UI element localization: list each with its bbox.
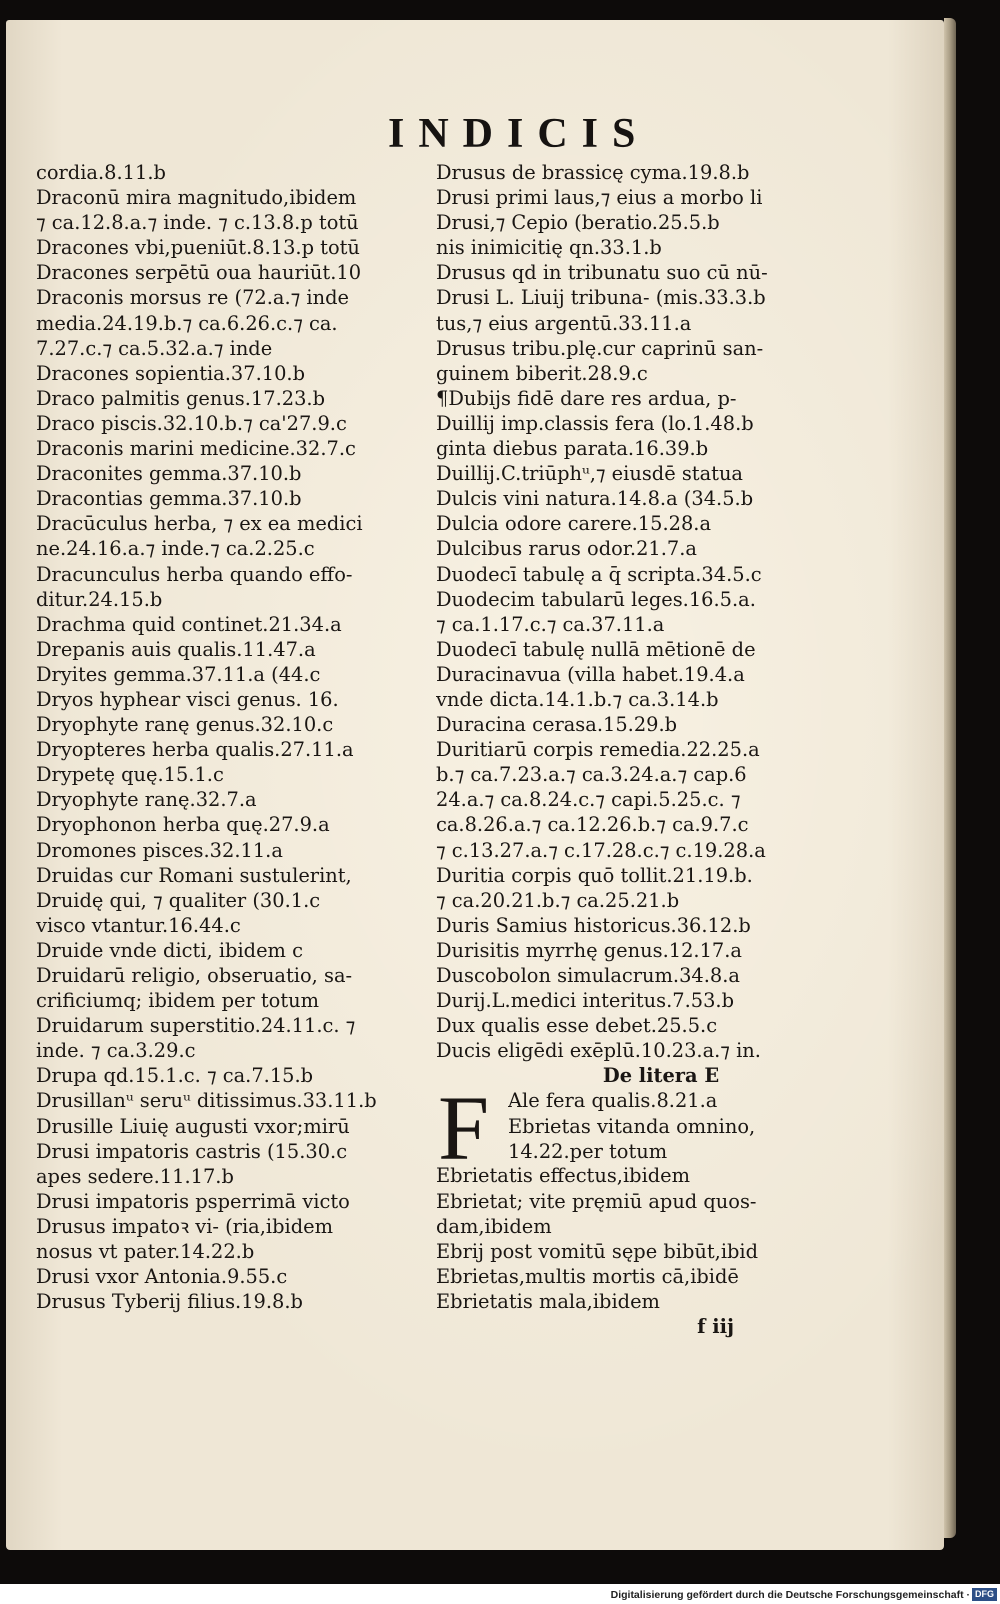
- index-entry: Druidarū religio, obseruatio, sa-: [36, 964, 353, 987]
- index-entry: visco vtantur.16.44.c: [36, 913, 241, 937]
- index-entry: ⁊ ca.12.8.a.⁊ inde. ⁊ c.13.8.p totū: [36, 211, 359, 235]
- index-entry: Drusi impatoris psperrimā victo: [36, 1189, 350, 1213]
- index-entry: Drusille Liuię augusti vxor;mirū: [36, 1114, 350, 1138]
- left-index-column: [36, 160, 434, 1314]
- index-entry: Druidas cur Romani sustulerint,: [36, 863, 352, 887]
- index-entry: Druidę qui, ⁊ qualiter (30.1.c: [36, 888, 321, 912]
- index-entry: Ebrietatis mala,ibidem: [436, 1289, 660, 1313]
- index-entry: ditur.24.15.b: [36, 587, 163, 611]
- index-entry: Drepanis auis qualis.11.47.a: [36, 637, 316, 661]
- drop-initial: F: [438, 1077, 490, 1180]
- index-entry: Dromones pisces.32.11.a: [36, 838, 283, 862]
- index-entry: Drusus qd in tribunatu suo cū nū-: [436, 261, 768, 285]
- index-entry: Dulcis vini natura.14.8.a (34.5.b: [436, 487, 754, 511]
- index-entry: Drusus de brassicę cyma.19.8.b: [436, 161, 750, 184]
- index-entry: guinem biberit.28.9.c: [436, 361, 648, 385]
- index-entry: nosus vt pater.14.22.b: [36, 1240, 255, 1264]
- section-heading: De litera E: [602, 1064, 720, 1088]
- index-entry: Dryophonon herba quę.27.9.a: [36, 813, 330, 837]
- index-entry: Drusus Tyberij filius.19.8.b: [36, 1290, 303, 1314]
- index-entry: dam,ibidem: [436, 1214, 552, 1238]
- index-entry: Ebrietas,multis mortis cā,ibidē: [436, 1264, 739, 1288]
- index-entry: Dux qualis esse debet.25.5.c: [436, 1014, 718, 1038]
- index-entry: ginta diebus parata.16.39.b: [436, 437, 709, 461]
- page-fore-edge: [944, 18, 956, 1538]
- index-entry: vnde dicta.14.1.b.⁊ ca.3.14.b: [436, 687, 719, 711]
- index-entry: Duracinavua (villa habet.19.4.a: [436, 662, 745, 686]
- index-entry: Dryopteres herba qualis.27.11.a: [36, 738, 354, 762]
- index-entry: Dracūculus herba, ⁊ ex ea medici: [36, 512, 363, 536]
- right-index-column: [436, 160, 846, 1339]
- index-entry: Dryophyte ranę.32.7.a: [36, 788, 257, 812]
- index-entry: Duscobolon simulacrum.34.8.a: [436, 964, 740, 987]
- index-entry: Draco palmitis genus.17.23.b: [36, 386, 326, 410]
- running-title: INDICIS: [388, 111, 650, 157]
- index-entry: cordia.8.11.b: [36, 161, 166, 184]
- index-entry: Drusi primi laus,⁊ eius a morbo li: [436, 186, 763, 210]
- index-entry: Druide vnde dicti, ibidem c: [36, 938, 303, 962]
- index-entry: Duodecim tabularū leges.16.5.a.: [436, 587, 756, 611]
- signature-mark: f iij: [697, 1315, 734, 1339]
- index-entry: inde. ⁊ ca.3.29.c: [36, 1039, 196, 1063]
- index-entry: Dryos hyphear visci genus. 16.: [36, 687, 339, 711]
- index-entry: Drupa qd.15.1.c. ⁊ ca.7.15.b: [36, 1064, 314, 1088]
- index-entry: 14.22.per totum: [508, 1139, 668, 1163]
- index-entry: Drusi vxor Antonia.9.55.c: [36, 1265, 288, 1289]
- index-entry: Duracina cerasa.15.29.b: [436, 713, 678, 737]
- index-entry: Ale fera qualis.8.21.a: [508, 1089, 718, 1113]
- index-entry: Dracones serpētū oua hauriūt.10: [36, 261, 362, 285]
- footer-bar: [0, 1584, 1000, 1604]
- index-entry: Durisitis myrrhę genus.12.17.a: [436, 938, 742, 962]
- book-page: [6, 20, 944, 1550]
- index-entry: Druidarum superstitio.24.11.c. ⁊: [36, 1014, 356, 1038]
- section-entries: [436, 1163, 846, 1314]
- index-entry: apes sedere.11.17.b: [36, 1164, 234, 1188]
- index-entry: Duillij imp.classis fera (lo.1.48.b: [436, 411, 754, 435]
- initial-lines: [508, 1088, 755, 1163]
- index-entry: Ducis eligēdi exēplū.10.23.a.⁊ in.: [436, 1039, 761, 1063]
- index-entry: Dracones vbi,pueniūt.8.13.p totū: [36, 236, 360, 260]
- funding-credit: Digitalisierung gefördert durch die Deutsche Forschungsgemeinschaft ·: [610, 1589, 970, 1601]
- index-entry: 24.a.⁊ ca.8.24.c.⁊ capi.5.25.c. ⁊: [436, 788, 741, 812]
- index-entry: Duodecī tabulę nullā mētionē de: [436, 637, 756, 661]
- index-entry: Duodecī tabulę a q̄ scripta.34.5.c: [436, 562, 762, 586]
- index-entry: Drusillanᵘ seruᵘ ditissimus.33.11.b: [36, 1089, 377, 1113]
- index-entry: media.24.19.b.⁊ ca.6.26.c.⁊ ca.: [36, 311, 338, 335]
- index-entry: Dryophyte ranę genus.32.10.c: [36, 713, 334, 737]
- index-entry: Duritia corpis quō tollit.21.19.b.: [436, 863, 753, 887]
- index-entry: Drusi impatoris castris (15.30.c: [36, 1139, 348, 1163]
- index-entry: ne.24.16.a.⁊ inde.⁊ ca.2.25.c: [36, 537, 315, 561]
- index-entry: Dulcia odore carere.15.28.a: [436, 512, 712, 536]
- index-entry: Draconis morsus re (72.a.⁊ inde: [36, 286, 350, 310]
- dfg-logo: DFG: [972, 1588, 997, 1601]
- index-entry: b.⁊ ca.7.23.a.⁊ ca.3.24.a.⁊ cap.6: [436, 763, 747, 787]
- index-entry: Duritiarū corpis remedia.22.25.a: [436, 738, 760, 762]
- index-entry: Ebrij post vomitū sępe bibūt,ibid: [436, 1239, 759, 1263]
- index-entry: nis inimicitię qn.33.1.b: [436, 236, 662, 260]
- index-entry: Draconites gemma.37.10.b: [36, 462, 302, 486]
- index-entry: Dulcibus rarus odor.21.7.a: [436, 537, 697, 561]
- index-entry: ¶Dubijs fidē dare res ardua, p-: [436, 386, 737, 410]
- index-entry: Drusi,⁊ Cepio (beratio.25.5.b: [436, 211, 720, 235]
- index-entry: Dracones sopientia.37.10.b: [36, 361, 305, 385]
- index-entry: Dracontias gemma.37.10.b: [36, 487, 302, 511]
- index-entry: Drachma quid continet.21.34.a: [36, 612, 342, 636]
- index-entry: Ebrietatis effectus,ibidem: [436, 1164, 691, 1188]
- index-entry: ca.8.26.a.⁊ ca.12.26.b.⁊ ca.9.7.c: [436, 813, 749, 837]
- index-entry: Ebrietas vitanda omnino,: [508, 1114, 756, 1138]
- index-entry: Drusus tribu.plę.cur caprinū san-: [436, 336, 764, 360]
- index-entry: Durij.L.medici interitus.7.53.b: [436, 989, 734, 1013]
- index-entry: Duillij.C.triūphᵘ,⁊ eiusdē statua: [436, 462, 743, 486]
- index-entry: Dryites gemma.37.11.a (44.c: [36, 662, 321, 686]
- index-entry: tus,⁊ eius argentū.33.11.a: [436, 311, 692, 335]
- index-entry: Drypetę quę.15.1.c: [36, 763, 224, 787]
- index-entry: crificiumq; ibidem per totum: [36, 989, 320, 1013]
- index-entry: Duris Samius historicus.36.12.b: [436, 913, 751, 937]
- index-entry: ⁊ c.13.27.a.⁊ c.17.28.c.⁊ c.19.28.a: [436, 838, 766, 862]
- index-entry: Draco piscis.32.10.b.⁊ ca'27.9.c: [36, 411, 347, 435]
- index-entry: Drusi L. Liuij tribuna- (mis.33.3.b: [436, 286, 766, 310]
- index-entry: ⁊ ca.1.17.c.⁊ ca.37.11.a: [436, 612, 665, 636]
- index-entry: ⁊ ca.20.21.b.⁊ ca.25.21.b: [436, 888, 680, 912]
- index-entry: Dracunculus herba quando effo-: [36, 562, 353, 586]
- index-entry: Ebrietat; vite pręmiū apud quos-: [436, 1189, 757, 1213]
- index-entry: Drusus impatoꝛ vi- (ria,ibidem: [36, 1214, 333, 1238]
- index-entry: 7.27.c.⁊ ca.5.32.a.⁊ inde: [36, 336, 273, 360]
- index-entry: Draconū mira magnitudo,ibidem: [36, 186, 357, 210]
- index-entry: Draconis marini medicine.32.7.c: [36, 437, 356, 461]
- right-index-entries: [436, 160, 846, 1063]
